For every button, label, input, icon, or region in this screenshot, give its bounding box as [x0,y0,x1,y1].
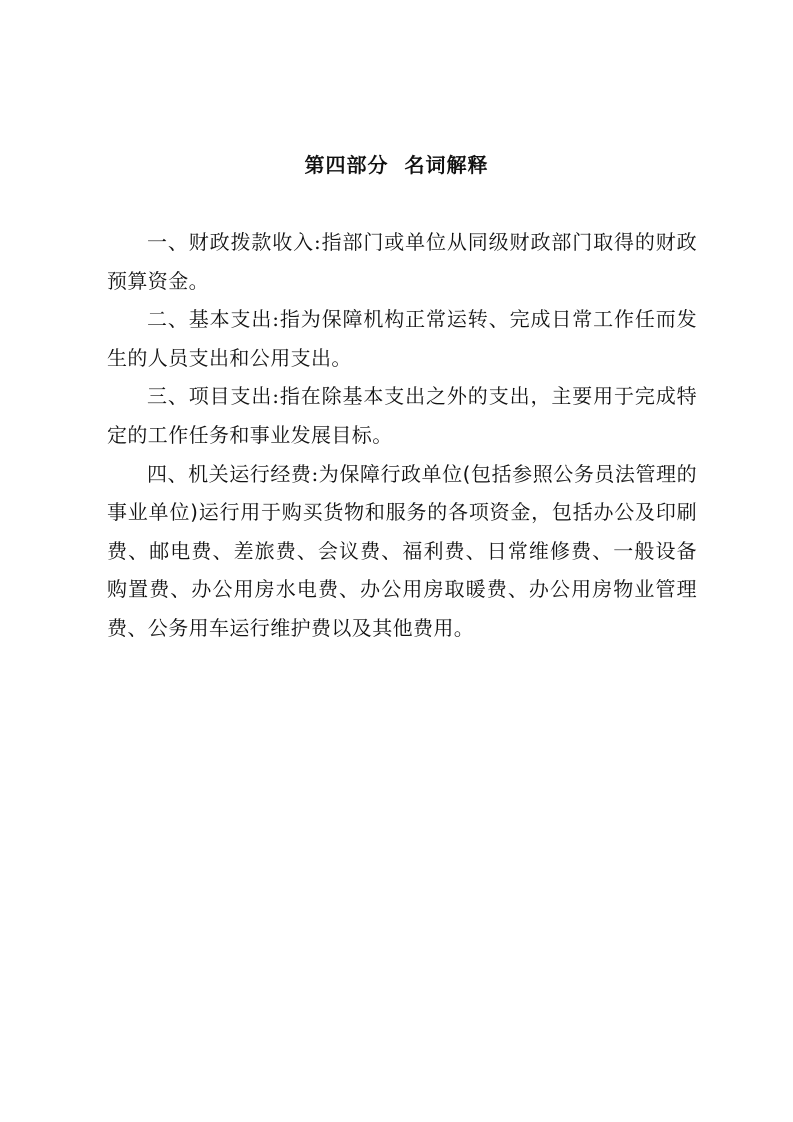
paragraph-basic-expenditure [107,300,697,377]
page-title: 第四部分 名词解释 [304,153,489,177]
term-label: 三、项目支出: [147,384,280,409]
term-definition: 指为保障机构正常运转、完成日常工作任而发生的人员支出和公用支出。 [107,307,698,370]
term-label: 二、基本支出: [147,307,280,332]
paragraph-agency-operating-expenses [107,455,697,648]
term-label: 一、财政拨款收入: [147,230,322,254]
paragraph-fiscal-appropriation-income [107,223,697,300]
term-label: 四、机关运行经费: [147,461,319,486]
document-body [107,223,697,648]
term-definition: 指在除基本支出之外的支出，主要用于完成特定的工作任务和事业发展目标。 [107,384,698,447]
term-definition: 为保障行政单位(包括参照公务员法管理的事业单位)运行用于购买货物和服务的各项资金，包括办公及印刷费、邮电费、差旅费、会议费、福利费、日常维修费、一般设备购置费、办公用房水电费、办公用房取暖费、办公用房物业管理费、公务用车运行维护费以及其他费用。 [107,461,698,640]
paragraph-project-expenditure [107,377,697,454]
term-definition: 指部门或单位从同级财政部门取得的财政预算资金。 [107,230,697,293]
